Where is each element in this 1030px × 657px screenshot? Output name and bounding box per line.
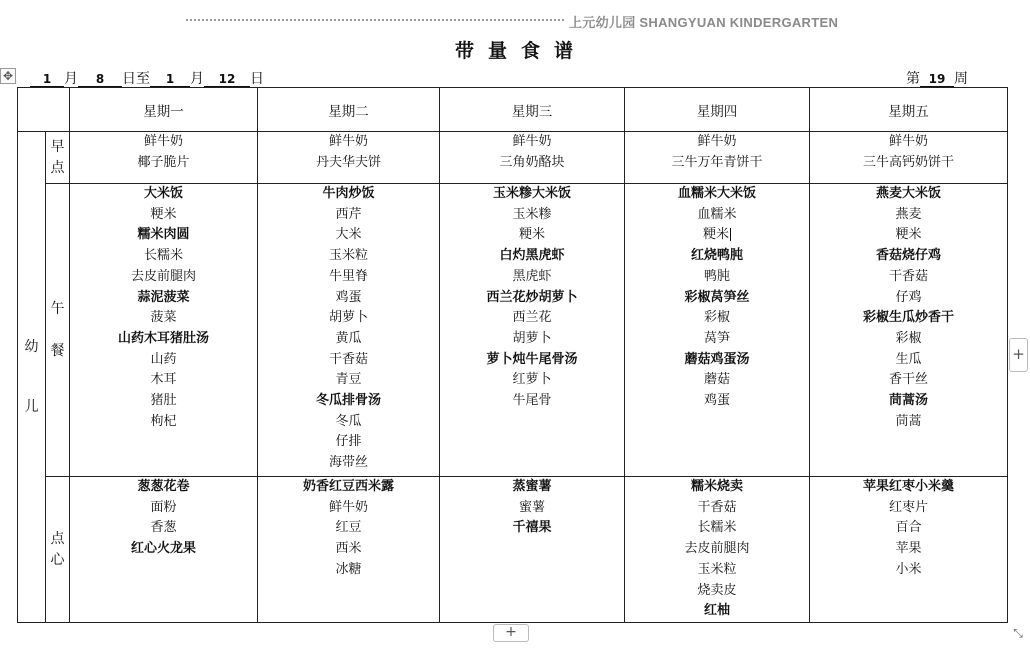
meal-label-top: 早 (50, 139, 65, 155)
dish-name: 萝卜炖牛尾骨汤 (486, 351, 578, 367)
corner-cell (18, 88, 70, 132)
month-label: 月 (190, 71, 204, 87)
dish-name: 糯米烧卖 (690, 479, 743, 494)
ingredient: 西芹 (335, 206, 362, 222)
ingredient: 鲜牛奶 (143, 134, 183, 149)
ingredient: 长糯米 (697, 520, 737, 536)
ingredient: 鲜牛奶 (328, 499, 368, 515)
menu-cell[interactable] (440, 477, 625, 623)
ingredient: 生瓜 (895, 351, 922, 367)
meal-row-lunch (18, 184, 1008, 477)
dish-name: 香菇烧仔鸡 (875, 248, 941, 264)
day-header-mon[interactable]: 星期一 (70, 88, 258, 132)
day-to-label: 日至 (122, 71, 150, 87)
ingredient: 去皮前腿肉 (684, 541, 750, 557)
dish-name: 奶香红豆西米露 (302, 479, 394, 494)
ingredient: 丹夫华夫饼 (315, 154, 381, 170)
meal-label-bottom: 点 (50, 159, 65, 176)
end-day[interactable]: 12 (204, 72, 250, 87)
ingredient: 粳米 (518, 227, 545, 243)
text-cursor (730, 228, 731, 241)
ingredient: 燕麦 (895, 206, 922, 222)
dish-name: 蒸蜜薯 (512, 479, 552, 494)
dish-name: 葱葱花卷 (137, 479, 190, 494)
ingredient: 西兰花 (512, 310, 552, 326)
week-suffix: 周 (954, 71, 968, 87)
date-range (30, 68, 264, 88)
ingredient: 海带丝 (328, 455, 368, 471)
dish-name: 彩椒生瓜炒香干 (862, 310, 954, 326)
dish-name: 牛肉炒饭 (322, 186, 375, 201)
table-move-handle-icon[interactable]: ✥ (0, 68, 16, 84)
menu-cell[interactable] (625, 477, 810, 623)
table-resize-handle-icon[interactable]: ⤡ (1013, 626, 1023, 640)
group-label-bottom: 儿 (24, 399, 39, 415)
dish-name: 蘑菇鸡蛋汤 (684, 351, 750, 367)
ingredient: 烧卖皮 (697, 582, 737, 598)
dish-name: 彩椒莴笋丝 (684, 289, 750, 305)
ingredient: 干香菇 (697, 499, 737, 515)
ingredient: 冰糖 (335, 561, 362, 577)
menu-table (17, 87, 1008, 623)
dish-name: 白灼黑虎虾 (499, 248, 565, 264)
ingredient: 鲜牛奶 (512, 134, 552, 149)
ingredient: 粳米 (150, 206, 177, 222)
start-month[interactable]: 1 (30, 72, 64, 87)
ingredient: 红枣片 (888, 499, 928, 515)
menu-cell[interactable] (70, 132, 258, 184)
dish-name: 蒜泥菠菜 (137, 289, 190, 305)
ingredient: 鸡蛋 (335, 289, 362, 305)
ingredient: 胡萝卜 (512, 330, 552, 346)
dish-name: 血糯米大米饭 (677, 186, 756, 201)
meal-label-top: 午 (50, 300, 65, 317)
ingredient: 玉米粒 (697, 561, 737, 577)
dish-name: 冬瓜排骨汤 (315, 393, 381, 409)
header-dotted-rule (186, 19, 564, 21)
day-header-wed[interactable]: 星期三 (440, 88, 625, 132)
day-label: 日 (250, 71, 264, 87)
dish-name: 山药木耳猪肚汤 (117, 330, 209, 346)
add-column-button[interactable]: + (1009, 338, 1028, 372)
page-title: 带量食谱 (455, 40, 588, 62)
meal-row-snack (18, 477, 1008, 623)
ingredient: 鸡蛋 (703, 393, 730, 409)
ingredient: 黄瓜 (335, 330, 362, 346)
meal-label-top: 点 (50, 531, 65, 547)
meal-label-cell (46, 132, 70, 184)
ingredient: 山药 (150, 351, 177, 367)
ingredient: 三牛万年青饼干 (671, 154, 763, 170)
menu-cell[interactable] (258, 184, 440, 477)
ingredient: 红萝卜 (512, 372, 552, 388)
ingredient: 椰子脆片 (137, 154, 190, 170)
ingredient: 面粉 (150, 499, 177, 515)
ingredient: 西米 (335, 541, 362, 557)
dish-name: 燕麦大米饭 (875, 186, 941, 201)
ingredient: 鸭肫 (703, 268, 730, 284)
ingredient: 粳米 (895, 227, 922, 243)
ingredient: 去皮前腿肉 (130, 268, 196, 284)
meal-label-cell (46, 184, 70, 477)
meal-label-bottom: 餐 (50, 343, 65, 359)
ingredient: 玉米糁 (512, 206, 552, 222)
menu-cell[interactable] (810, 184, 1008, 477)
ingredient: 菠菜 (150, 310, 177, 326)
ingredient: 莴笋 (703, 330, 730, 346)
meal-label-cell (46, 477, 70, 623)
ingredient: 鲜牛奶 (697, 134, 737, 149)
ingredient: 苹果 (895, 541, 922, 557)
dish-name: 西兰花炒胡萝卜 (486, 289, 578, 305)
ingredient: 百合 (895, 520, 922, 536)
ingredient: 彩椒 (703, 310, 730, 326)
menu-cell[interactable] (258, 477, 440, 623)
menu-cell[interactable] (625, 184, 810, 477)
ingredient: 大米 (335, 227, 362, 243)
ingredient: 猪肚 (150, 393, 177, 409)
ingredient: 蜜薯 (518, 499, 545, 515)
dish-name: 红柚 (703, 603, 730, 619)
dish-name: 玉米糁大米饭 (492, 186, 571, 201)
day-header-fri[interactable]: 星期五 (810, 88, 1008, 132)
ingredient: 青豆 (335, 372, 362, 388)
meal-row-breakfast (18, 132, 1008, 184)
group-label-cell (18, 132, 46, 623)
ingredient: 血糯米 (697, 206, 737, 222)
ingredient: 干香菇 (328, 351, 368, 367)
ingredient: 干香菇 (888, 268, 928, 284)
menu-cell[interactable] (440, 184, 625, 477)
ingredient: 牛里脊 (328, 268, 368, 284)
ingredient: 三牛高钙奶饼干 (862, 154, 954, 170)
ingredient: 茼蒿 (895, 413, 922, 429)
ingredient: 玉米粒 (328, 248, 368, 264)
dish-name: 苹果红枣小米羹 (862, 479, 954, 494)
meal-label-bottom: 心 (50, 551, 65, 568)
dish-name: 千禧果 (512, 520, 552, 536)
ingredient: 仔排 (335, 434, 362, 450)
week-prefix: 第 (906, 71, 920, 87)
group-label-top: 幼 (24, 338, 39, 355)
menu-cell[interactable] (440, 132, 625, 184)
menu-cell[interactable] (258, 132, 440, 184)
dish-name: 红心火龙果 (130, 541, 196, 557)
ingredient: 冬瓜 (335, 413, 362, 429)
dish-name: 糯米肉圆 (137, 227, 190, 243)
ingredient: 长糯米 (143, 248, 183, 264)
day-header-tue[interactable]: 星期二 (258, 88, 440, 132)
ingredient: 仔鸡 (895, 289, 922, 305)
dish-name: 茼蒿汤 (888, 393, 928, 409)
kindergarten-brand: 上元幼儿园 SHANGYUAN KINDERGARTEN (569, 15, 839, 30)
day-header-thu[interactable]: 星期四 (625, 88, 810, 132)
start-day[interactable]: 8 (78, 72, 122, 87)
dish-name: 红烧鸭肫 (690, 248, 743, 264)
week-number-line (906, 68, 968, 88)
ingredient: 香葱 (150, 520, 177, 536)
ingredient: 黑虎虾 (512, 268, 552, 284)
ingredient: 蘑菇 (703, 372, 730, 388)
ingredient: 彩椒 (895, 330, 922, 346)
ingredient: 胡萝卜 (328, 310, 368, 326)
menu-cell[interactable] (810, 132, 1008, 184)
day-header-row (18, 88, 1008, 132)
ingredient: 三角奶酪块 (499, 154, 565, 170)
menu-cell[interactable] (70, 477, 258, 623)
ingredient: 枸杞 (150, 413, 177, 429)
ingredient: 香干丝 (888, 372, 928, 388)
add-row-button[interactable]: + (493, 624, 529, 642)
ingredient: 鲜牛奶 (328, 134, 368, 149)
ingredient: 红豆 (335, 520, 362, 536)
menu-cell[interactable] (625, 132, 810, 184)
end-month[interactable]: 1 (150, 72, 190, 87)
menu-cell[interactable] (70, 184, 258, 477)
month-label: 月 (64, 71, 78, 87)
ingredient: 小米 (895, 561, 922, 577)
ingredient: 鲜牛奶 (888, 134, 928, 149)
week-number[interactable]: 19 (920, 72, 954, 87)
ingredient: 牛尾骨 (512, 393, 552, 409)
ingredient: 粳米 (702, 227, 729, 243)
dish-name: 大米饭 (143, 186, 183, 201)
menu-cell[interactable] (810, 477, 1008, 623)
ingredient: 木耳 (150, 372, 177, 388)
